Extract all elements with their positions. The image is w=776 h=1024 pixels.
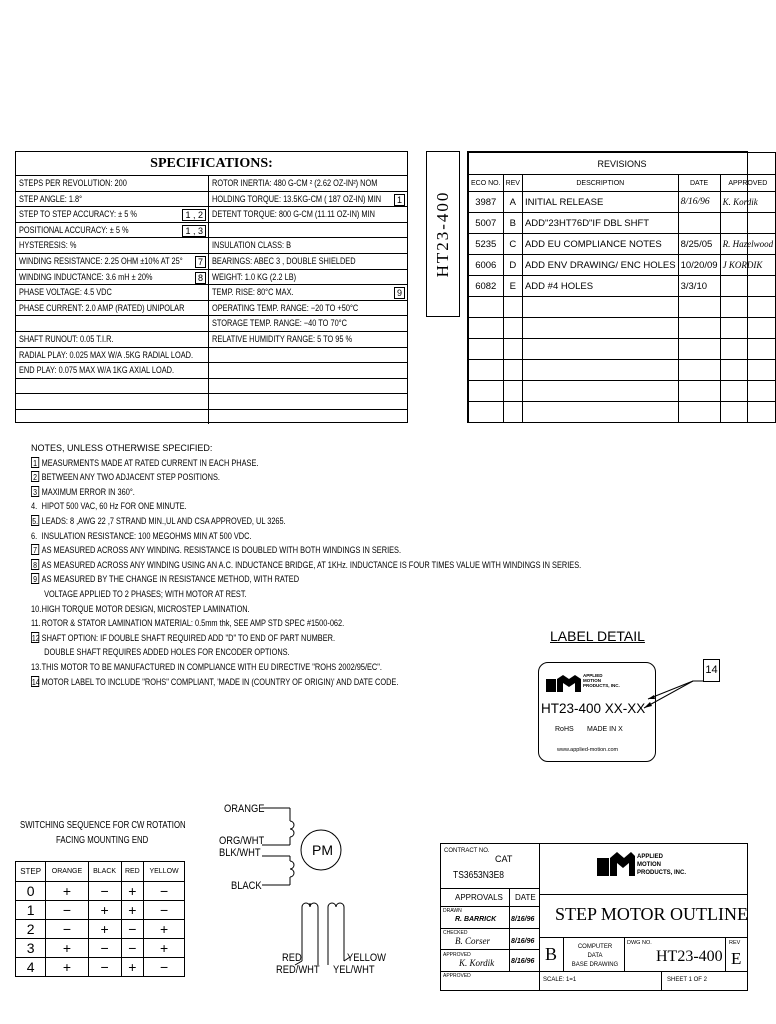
- wire-label-black: BLACK: [231, 880, 262, 892]
- note-text: MOTOR LABEL TO INCLUDE "ROHS" COMPLIANT, 'MADE IN (COUNTRY OF ORIGIN)' AND DATE CODE.: [41, 676, 399, 687]
- spec-right-text: HOLDING TORQUE: 13.5KG-CM ( 187 OZ-IN) MIN: [212, 193, 382, 204]
- revision-rev: C: [503, 234, 522, 255]
- note-item: [31, 558, 582, 573]
- spec-right-text: RELATIVE HUMIDITY RANGE: 5 TO 95 %: [212, 334, 353, 344]
- spec-left-text: STEPS PER REVOLUTION: 200: [19, 178, 127, 188]
- note-item: [31, 675, 490, 690]
- switching-title-line1: SWITCHING SEQUENCE FOR CW ROTATION: [20, 820, 186, 831]
- spec-left-row: [16, 176, 208, 192]
- note-reference-box: 1: [394, 194, 405, 206]
- drawing-title: STEP MOTOR OUTLINE: [555, 904, 748, 924]
- note-number: 11.: [31, 618, 41, 629]
- revision-approved: [720, 318, 776, 339]
- approved2-label: APPROVED: [443, 973, 471, 979]
- spec-left-text: RADIAL PLAY: 0.025 MAX W/A .5KG RADIAL LOAD.: [19, 349, 194, 360]
- approved-date: 8/16/96: [511, 958, 535, 965]
- spec-right-text: WEIGHT: 1.0 KG (2.2 LB): [212, 271, 297, 282]
- spec-right-row: [209, 348, 407, 364]
- switching-polarity: +: [144, 920, 185, 939]
- switching-sequence-table: [15, 861, 185, 977]
- revision-approved: R. Hazelwood: [720, 234, 776, 255]
- spec-left-text: SHAFT RUNOUT: 0.05 T.I.R.: [19, 334, 114, 344]
- note-item: [31, 587, 490, 602]
- note-number: 9: [31, 573, 39, 584]
- specifications-right-column: [209, 176, 407, 424]
- spec-right-text: BEARINGS: ABEC 3 , DOUBLE SHIELDED: [212, 256, 356, 266]
- spec-left-text: POSITIONAL ACCURACY: ± 5 %: [19, 224, 129, 235]
- spec-right-row: [209, 363, 407, 379]
- revision-row: [469, 297, 776, 318]
- scale: SCALE: 1=1: [543, 977, 577, 983]
- switching-polarity: +: [121, 958, 144, 977]
- revision-rev: [503, 339, 522, 360]
- switching-polarity: −: [88, 958, 121, 977]
- revision-row: [469, 255, 776, 276]
- note-reference-box: 9: [394, 287, 405, 299]
- note-text: VOLTAGE APPLIED TO 2 PHASES; WITH MOTOR AT REST.: [44, 588, 247, 599]
- revision-date: [678, 297, 720, 318]
- spec-left-row: [16, 285, 208, 301]
- label-rohs: RoHS: [555, 726, 574, 733]
- switching-polarity: +: [88, 920, 121, 939]
- revision-row: [469, 213, 776, 234]
- note-text: AS MEASURED ACROSS ANY WINDING USING AN A.C. INDUCTANCE BRIDGE, AT 1KHz. INDUCTANCE IS FOUR TIMES VALUE WITH WINDINGS IN SERIES.: [41, 559, 582, 570]
- rev-label: REV: [729, 940, 741, 946]
- switching-header-red: RED: [121, 862, 144, 882]
- spec-right-text: ROTOR INERTIA: 480 G-CM ² (2.62 OZ-IN²) NOM: [212, 178, 378, 188]
- spec-left-row: [16, 254, 208, 270]
- revision-description: ADD EU COMPLIANCE NOTES: [522, 234, 678, 255]
- revision-eco: 5235: [469, 234, 504, 255]
- switching-header-row: [16, 862, 185, 882]
- wire-label-orange: ORANGE: [224, 803, 265, 815]
- revision-approved: [720, 297, 776, 318]
- note-text: INSULATION RESISTANCE: 100 MEGOHMS MIN AT 500 VDC.: [41, 530, 252, 541]
- spec-left-text: WINDING INDUCTANCE: 3.6 mH ± 20%: [19, 271, 153, 282]
- note-number: 6.: [31, 530, 38, 541]
- revision-eco: [469, 381, 504, 402]
- revision-eco: [469, 360, 504, 381]
- revision-eco: 5007: [469, 213, 504, 234]
- note-item: [31, 616, 490, 631]
- wire-label-yel-wht: YEL/WHT: [333, 964, 375, 976]
- note-item: [31, 514, 490, 529]
- spec-right-text: INSULATION CLASS: B: [212, 240, 292, 251]
- revision-letter: E: [731, 949, 742, 968]
- spec-left-row: [16, 238, 208, 254]
- cat-label: CAT: [495, 854, 513, 864]
- note-reference-box: 8: [195, 272, 206, 284]
- note-text: AS MEASURED BY THE CHANGE IN RESISTANCE METHOD, WITH RATED: [41, 574, 300, 585]
- revisions-header-eco: ECO NO.: [469, 175, 504, 192]
- spec-left-text: PHASE CURRENT: 2.0 AMP (RATED) UNIPOLAR: [19, 302, 185, 313]
- switching-polarity: −: [144, 958, 185, 977]
- spec-left-row: [16, 379, 208, 395]
- approved-by: K. Kordik: [459, 958, 495, 968]
- spec-left-row: [16, 223, 208, 239]
- switching-row: [16, 901, 185, 920]
- spec-left-row: [16, 348, 208, 364]
- dwg-no-label: DWG NO.: [627, 940, 652, 946]
- switching-row: [16, 939, 185, 958]
- checked-label: CHECKED: [443, 930, 468, 936]
- drawn-label: DRAWN: [443, 908, 462, 914]
- note-number: 14: [31, 676, 40, 687]
- note-text: MAXIMUM ERROR IN 360°.: [41, 486, 135, 497]
- note-text: ROTOR & STATOR LAMINATION MATERIAL: 0.5mm thk, SEE AMP STD SPEC #1500-062.: [41, 618, 345, 629]
- part-number-tag-text: HT23-400: [433, 190, 452, 278]
- revision-row: [469, 381, 776, 402]
- label-made-in: MADE IN X: [587, 726, 623, 733]
- revision-rev: [503, 297, 522, 318]
- note-text: BETWEEN ANY TWO ADJACENT STEP POSITIONS.: [41, 472, 220, 483]
- spec-left-row: [16, 332, 208, 348]
- label-model: HT23-400 XX-XX: [541, 701, 646, 716]
- spec-right-text: DETENT TORQUE: 800 G-CM (11.11 OZ-IN) MIN: [212, 209, 375, 220]
- note-number: 13.: [31, 661, 42, 672]
- revisions-header-rev: REV: [503, 175, 522, 192]
- note-text: THIS MOTOR TO BE MANUFACTURED IN COMPLIANCE WITH EU DIRECTIVE "ROHS 2002/95/EC".: [41, 661, 382, 672]
- spec-right-row: [209, 316, 407, 332]
- spec-left-row: [16, 301, 208, 317]
- revision-approved: [720, 276, 776, 297]
- note-item: [31, 645, 490, 660]
- note-text: HIGH TORQUE MOTOR DESIGN, MICROSTEP LAMINATION.: [41, 603, 250, 614]
- revision-date: 8/16/96: [678, 192, 720, 213]
- switching-header-orange: ORANGE: [46, 862, 88, 882]
- note-number: 1: [31, 457, 39, 468]
- part-number-tag: [426, 151, 460, 317]
- revision-approved: [720, 213, 776, 234]
- switching-step: 0: [16, 882, 46, 901]
- revision-description: [522, 402, 678, 423]
- revision-date: [678, 402, 720, 423]
- label-callout-14: 14: [703, 659, 720, 682]
- switching-polarity: +: [88, 901, 121, 920]
- revision-rev: B: [503, 213, 522, 234]
- spec-right-row: [209, 176, 407, 192]
- label-company-name: APPLIED MOTION PRODUCTS, INC.: [583, 673, 620, 688]
- title-block: [440, 843, 748, 991]
- switching-polarity: +: [144, 939, 185, 958]
- revision-description: [522, 318, 678, 339]
- label-detail-title: LABEL DETAIL: [550, 628, 645, 644]
- revisions-header-approved: APPROVED: [720, 175, 776, 192]
- switching-polarity: −: [88, 939, 121, 958]
- wire-label-yellow: YELLOW: [347, 952, 386, 964]
- title-company-logo-icon: [596, 849, 636, 883]
- revision-eco: [469, 297, 504, 318]
- drawing-number: HT23-400: [656, 948, 723, 965]
- sheet: SHEET 1 OF 2: [667, 977, 707, 983]
- revision-row: [469, 360, 776, 381]
- note-text: DOUBLE SHAFT REQUIRES ADDED HOLES FOR ENCODER OPTIONS.: [44, 647, 290, 658]
- note-reference-box: 1 , 3: [182, 225, 206, 237]
- switching-row: [16, 882, 185, 901]
- revision-rev: [503, 318, 522, 339]
- switching-polarity: −: [121, 920, 144, 939]
- revision-rev: E: [503, 276, 522, 297]
- note-item: [31, 485, 490, 500]
- title-company-name: APPLIED MOTION PRODUCTS, INC.: [637, 854, 687, 876]
- spec-left-text: STEP TO STEP ACCURACY: ± 5 %: [19, 209, 137, 220]
- spec-right-row: [209, 379, 407, 395]
- revision-description: ADD"23HT76D"IF DBL SHFT: [522, 213, 678, 234]
- note-number: 3: [31, 486, 39, 497]
- approvals-date-label: DATE: [515, 893, 536, 902]
- note-item: [31, 631, 490, 646]
- note-number: 12: [31, 632, 40, 643]
- notes-section: [31, 441, 591, 689]
- revision-approved: [720, 402, 776, 423]
- label-website: www.applied-motion.com: [557, 747, 619, 753]
- spec-left-row: [16, 363, 208, 379]
- spec-right-row: [209, 301, 407, 317]
- spec-left-text: HYSTERESIS: %: [19, 240, 77, 251]
- specifications-table: [15, 151, 408, 423]
- switching-row: [16, 920, 185, 939]
- note-item: [31, 602, 490, 617]
- spec-right-row: [209, 332, 407, 348]
- revision-eco: [469, 339, 504, 360]
- revision-date: [678, 339, 720, 360]
- switching-header-yellow: YELLOW: [144, 862, 185, 882]
- computer-data-note: COMPUTER DATA BASE DRAWING: [571, 944, 619, 968]
- note-text: AS MEASURED ACROSS ANY WINDING. RESISTANCE IS DOUBLED WITH BOTH WINDINGS IN SERIES.: [41, 545, 402, 556]
- checked-by: B. Corser: [455, 936, 491, 946]
- revision-date: 3/3/10: [678, 276, 720, 297]
- revision-description: ADD ENV DRAWING/ ENC HOLES: [522, 255, 678, 276]
- revisions-header-description: DESCRIPTION: [522, 175, 678, 192]
- revision-date: [678, 381, 720, 402]
- spec-left-text: PHASE VOLTAGE: 4.5 VDC: [19, 287, 112, 298]
- switching-row: [16, 958, 185, 977]
- drawn-date: 8/16/96: [511, 916, 535, 923]
- revision-row: [469, 276, 776, 297]
- drawn-by: R. BARRICK: [455, 916, 497, 923]
- spec-left-text: WINDING RESISTANCE: 2.25 OHM ±10% AT 25°: [19, 256, 183, 266]
- contract-label: CONTRACT NO.: [444, 848, 490, 854]
- approvals-label: APPROVALS: [455, 893, 503, 902]
- note-item: [31, 543, 490, 558]
- revision-date: [678, 213, 720, 234]
- spec-right-row: [209, 207, 407, 223]
- switching-polarity: −: [121, 939, 144, 958]
- revision-description: [522, 381, 678, 402]
- note-number: 10.: [31, 603, 42, 614]
- note-item: [31, 499, 490, 514]
- spec-left-text: STEP ANGLE: 1.8°: [19, 193, 83, 204]
- spec-right-row: [209, 394, 407, 410]
- wire-label-blk-wht: BLK/WHT: [219, 847, 261, 859]
- spec-right-row: [209, 192, 407, 208]
- revision-description: ADD #4 HOLES: [522, 276, 678, 297]
- spec-right-text: STORAGE TEMP. RANGE: −40 TO 70°C: [212, 318, 347, 329]
- note-text: LEADS: 8 ,AWG 22 ,7 STRAND MIN.,UL AND CSA APPROVED, UL 3265.: [41, 515, 286, 526]
- switching-header-black: BLACK: [88, 862, 121, 882]
- note-number: 2: [31, 471, 39, 482]
- notes-list: [31, 456, 591, 690]
- switching-polarity: +: [46, 939, 88, 958]
- note-item: [31, 572, 490, 587]
- switching-polarity: +: [46, 882, 88, 901]
- checked-date: 8/16/96: [511, 938, 535, 945]
- revisions-header-date: DATE: [678, 175, 720, 192]
- revision-rev: [503, 381, 522, 402]
- switching-header-step: STEP: [16, 862, 46, 882]
- revision-eco: 6082: [469, 276, 504, 297]
- wire-label-red-wht: RED/WHT: [276, 964, 320, 976]
- note-item: [31, 529, 490, 544]
- revisions-header-row: [469, 175, 776, 192]
- switching-title-line2: FACING MOUNTING END: [56, 835, 149, 846]
- revisions-table: [467, 151, 774, 423]
- revision-date: [678, 318, 720, 339]
- spec-right-row: [209, 254, 407, 270]
- note-number: 7: [31, 544, 39, 555]
- revision-date: 8/25/05: [678, 234, 720, 255]
- note-text: SHAFT OPTION: IF DOUBLE SHAFT REQUIRED ADD "D" TO END OF PART NUMBER.: [41, 632, 336, 643]
- revision-approved: [720, 339, 776, 360]
- spec-right-row: [209, 223, 407, 239]
- spec-left-row: [16, 207, 208, 223]
- spec-right-row: [209, 238, 407, 254]
- switching-step: 2: [16, 920, 46, 939]
- revision-eco: 3987: [469, 192, 504, 213]
- spec-right-row: [209, 285, 407, 301]
- revision-row: [469, 339, 776, 360]
- note-item: [31, 470, 490, 485]
- spec-left-row: [16, 394, 208, 410]
- revision-approved: J KORDIK: [720, 255, 776, 276]
- revision-description: [522, 360, 678, 381]
- revision-row: [469, 318, 776, 339]
- revision-rev: A: [503, 192, 522, 213]
- switching-polarity: −: [144, 882, 185, 901]
- note-text: MEASURMENTS MADE AT RATED CURRENT IN EACH PHASE.: [41, 457, 259, 468]
- spec-left-text: END PLAY: 0.075 MAX W/A 1KG AXIAL LOAD.: [19, 365, 175, 376]
- revision-eco: 6006: [469, 255, 504, 276]
- spec-right-text: OPERATING TEMP. RANGE: −20 TO +50°C: [212, 302, 359, 313]
- switching-polarity: +: [121, 882, 144, 901]
- note-number: 4.: [31, 501, 38, 512]
- revision-rev: D: [503, 255, 522, 276]
- revision-row: [469, 402, 776, 423]
- note-reference-box: 1 , 2: [182, 209, 206, 221]
- switching-step: 4: [16, 958, 46, 977]
- switching-polarity: +: [46, 958, 88, 977]
- revision-approved: [720, 360, 776, 381]
- drawing-size: B: [545, 944, 558, 964]
- revision-date: [678, 360, 720, 381]
- note-item: [31, 660, 490, 675]
- revision-eco: [469, 402, 504, 423]
- note-number: 8: [31, 559, 39, 570]
- revision-rev: [503, 360, 522, 381]
- company-logo-icon: [545, 673, 583, 695]
- spec-left-row: [16, 270, 208, 286]
- switching-polarity: −: [88, 882, 121, 901]
- note-number: 5.: [32, 515, 39, 526]
- switching-step: 3: [16, 939, 46, 958]
- switching-polarity: −: [46, 901, 88, 920]
- specifications-title: SPECIFICATIONS:: [16, 152, 407, 176]
- note-reference-box: 7: [195, 256, 206, 268]
- switching-polarity: −: [46, 920, 88, 939]
- revision-rev: [503, 402, 522, 423]
- revision-row: [469, 192, 776, 213]
- revision-description: [522, 297, 678, 318]
- spec-right-text: TEMP. RISE: 80°C MAX.: [212, 287, 294, 298]
- revision-eco: [469, 318, 504, 339]
- switching-polarity: −: [144, 901, 185, 920]
- spec-left-row: [16, 192, 208, 208]
- contract-number: TS3653N3E8: [453, 870, 505, 881]
- spec-left-row: [16, 316, 208, 332]
- revision-description: INITIAL RELEASE: [522, 192, 678, 213]
- revision-row: [469, 234, 776, 255]
- note-text: HIPOT 500 VAC, 60 Hz FOR ONE MINUTE.: [41, 501, 187, 512]
- specifications-left-column: [16, 176, 209, 424]
- notes-heading: NOTES, UNLESS OTHERWISE SPECIFIED:: [31, 443, 213, 453]
- switching-polarity: +: [121, 901, 144, 920]
- revision-date: 10/20/09: [678, 255, 720, 276]
- revision-approved: K. Kordik: [720, 192, 776, 213]
- wire-label-red: RED: [282, 952, 302, 964]
- switching-step: 1: [16, 901, 46, 920]
- wire-label-org-wht: ORG/WHT: [219, 835, 265, 847]
- revisions-title: REVISIONS: [469, 153, 776, 175]
- note-item: [31, 456, 490, 471]
- revision-approved: [720, 381, 776, 402]
- pm-label: PM: [312, 842, 333, 858]
- spec-right-row: [209, 270, 407, 286]
- approved-label: APPROVED: [443, 952, 471, 958]
- revision-description: [522, 339, 678, 360]
